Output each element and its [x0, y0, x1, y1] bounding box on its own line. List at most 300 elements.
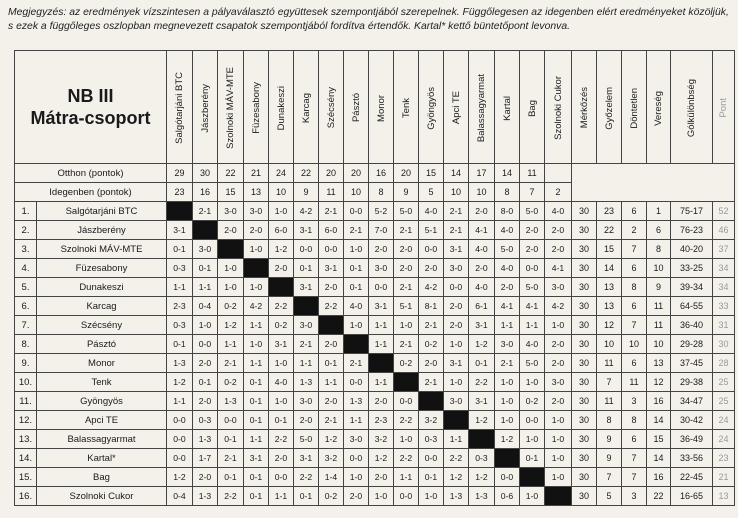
result-cell: 0-1 — [218, 430, 244, 449]
home-points-cell: 16 — [369, 164, 394, 183]
table-row — [15, 221, 735, 240]
result-cell: 2-2 — [269, 430, 294, 449]
home-points-cell: 15 — [419, 164, 444, 183]
table-row — [15, 297, 735, 316]
result-cell: 6-0 — [269, 221, 294, 240]
column-header-team — [269, 51, 294, 164]
result-cell: 1-0 — [218, 278, 244, 297]
stat-cell: 30 — [572, 411, 597, 430]
column-header-team — [495, 51, 520, 164]
result-cell: 0-0 — [369, 278, 394, 297]
stat-cell: 14 — [647, 411, 671, 430]
stat-cell: 30 — [572, 449, 597, 468]
result-cell: 4-1 — [495, 297, 520, 316]
result-cell: 0-1 — [269, 411, 294, 430]
result-cell: 3-0 — [545, 373, 572, 392]
empty-cell — [572, 164, 735, 202]
points-cell: 31 — [713, 316, 735, 335]
column-header-team — [344, 51, 369, 164]
stat-cell: 30 — [572, 335, 597, 354]
result-cell: 0-1 — [469, 354, 495, 373]
diagonal-cell — [244, 259, 269, 278]
result-cell: 0-0 — [319, 240, 344, 259]
result-cell: 3-0 — [444, 392, 469, 411]
result-cell: 2-0 — [319, 392, 344, 411]
rank-number: 16. — [15, 487, 37, 506]
stat-cell: 16-65 — [671, 487, 713, 506]
result-cell: 3-0 — [369, 259, 394, 278]
standings-table — [14, 50, 735, 506]
result-cell: 1-3 — [344, 392, 369, 411]
stat-cell: 8 — [647, 240, 671, 259]
result-cell: 2-3 — [167, 297, 193, 316]
stat-cell: 34-47 — [671, 392, 713, 411]
result-cell: 1-3 — [294, 373, 319, 392]
stat-cell: 5 — [597, 487, 622, 506]
result-cell: 1-3 — [193, 430, 218, 449]
stat-cell: 30 — [572, 373, 597, 392]
away-points-cell: 10 — [444, 183, 469, 202]
result-cell: 2-1 — [394, 335, 419, 354]
table-row — [15, 354, 735, 373]
result-cell: 4-1 — [545, 259, 572, 278]
result-cell: 2-0 — [495, 278, 520, 297]
result-cell: 1-2 — [369, 449, 394, 468]
rank-number: 14. — [15, 449, 37, 468]
stat-cell: 8 — [622, 411, 647, 430]
stat-cell: 30 — [572, 430, 597, 449]
stat-cell: 13 — [597, 278, 622, 297]
result-cell: 2-1 — [193, 202, 218, 221]
result-cell: 0-2 — [218, 373, 244, 392]
result-cell: 1-0 — [444, 373, 469, 392]
stat-cell: 12 — [597, 316, 622, 335]
result-cell: 3-0 — [193, 240, 218, 259]
table-row — [15, 411, 735, 430]
result-cell: 2-2 — [444, 449, 469, 468]
stat-cell: 33-56 — [671, 449, 713, 468]
table-row — [15, 240, 735, 259]
result-cell: 0-2 — [394, 354, 419, 373]
rank-number: 10. — [15, 373, 37, 392]
result-cell: 2-0 — [369, 240, 394, 259]
result-cell: 6-1 — [469, 297, 495, 316]
result-cell: 2-1 — [394, 278, 419, 297]
stat-cell: 40-20 — [671, 240, 713, 259]
result-cell: 0-4 — [167, 487, 193, 506]
stat-cell: 13 — [597, 297, 622, 316]
result-cell: 8-1 — [419, 297, 444, 316]
stat-cell: 10 — [647, 259, 671, 278]
result-cell: 2-0 — [545, 335, 572, 354]
result-cell: 3-1 — [167, 221, 193, 240]
result-cell: 2-0 — [419, 259, 444, 278]
result-cell: 1-0 — [495, 373, 520, 392]
stat-cell: 14 — [597, 259, 622, 278]
result-cell: 3-1 — [294, 278, 319, 297]
stat-cell: 15 — [597, 240, 622, 259]
rank-number: 11. — [15, 392, 37, 411]
result-cell: 2-0 — [394, 240, 419, 259]
result-cell: 0-0 — [269, 468, 294, 487]
result-cell: 2-2 — [394, 411, 419, 430]
result-cell: 0-0 — [520, 411, 545, 430]
team-name: Kartal* — [37, 449, 167, 468]
away-points-cell: 10 — [469, 183, 495, 202]
result-cell: 4-0 — [269, 373, 294, 392]
column-header-team — [444, 51, 469, 164]
result-cell: 0-0 — [193, 335, 218, 354]
result-cell: 0-0 — [444, 278, 469, 297]
result-cell: 0-4 — [193, 297, 218, 316]
result-cell: 1-3 — [167, 354, 193, 373]
column-header-team — [469, 51, 495, 164]
column-header-team — [520, 51, 545, 164]
stat-cell: 30 — [572, 487, 597, 506]
result-cell: 0-3 — [193, 411, 218, 430]
column-header-team — [369, 51, 394, 164]
team-name: Tenk — [37, 373, 167, 392]
result-cell: 2-2 — [218, 487, 244, 506]
result-cell: 3-0 — [294, 316, 319, 335]
table-row — [15, 468, 735, 487]
result-cell: 1-2 — [319, 430, 344, 449]
result-cell: 2-0 — [520, 221, 545, 240]
result-cell: 2-0 — [369, 392, 394, 411]
column-header-team — [218, 51, 244, 164]
rank-number: 1. — [15, 202, 37, 221]
result-cell: 3-1 — [469, 316, 495, 335]
result-cell: 0-1 — [294, 487, 319, 506]
team-name: Jászberény — [37, 221, 167, 240]
result-cell: 1-0 — [269, 392, 294, 411]
column-header-label: Monor — [375, 94, 387, 122]
result-cell: 1-0 — [545, 316, 572, 335]
team-name: Füzesabony — [37, 259, 167, 278]
result-cell: 1-0 — [394, 430, 419, 449]
stat-cell: 6 — [647, 221, 671, 240]
result-cell: 1-0 — [193, 316, 218, 335]
result-cell: 2-2 — [269, 297, 294, 316]
column-header-label: Füzesabony — [250, 82, 262, 134]
result-cell: 0-1 — [244, 392, 269, 411]
result-cell: 0-1 — [319, 354, 344, 373]
table-row — [15, 259, 735, 278]
stat-cell: 30 — [572, 259, 597, 278]
points-cell: 21 — [713, 468, 735, 487]
away-points-cell: 16 — [193, 183, 218, 202]
result-cell: 1-3 — [469, 487, 495, 506]
result-cell: 2-0 — [545, 240, 572, 259]
stat-cell: 16 — [647, 468, 671, 487]
result-cell: 0-0 — [167, 430, 193, 449]
rank-number: 8. — [15, 335, 37, 354]
column-header-stat — [597, 51, 622, 164]
result-cell: 0-0 — [394, 487, 419, 506]
result-cell: 3-2 — [369, 430, 394, 449]
result-cell: 4-2 — [419, 278, 444, 297]
result-cell: 1-3 — [218, 392, 244, 411]
points-cell: 24 — [713, 430, 735, 449]
team-name: Szolnoki Cukor — [37, 487, 167, 506]
result-cell: 2-1 — [444, 202, 469, 221]
result-cell: 2-0 — [319, 278, 344, 297]
result-cell: 4-2 — [294, 202, 319, 221]
result-cell: 2-1 — [344, 354, 369, 373]
result-cell: 2-1 — [344, 221, 369, 240]
result-cell: 1-0 — [394, 316, 419, 335]
result-cell: 0-0 — [419, 449, 444, 468]
rank-number: 4. — [15, 259, 37, 278]
team-name: Pásztó — [37, 335, 167, 354]
result-cell: 1-0 — [218, 259, 244, 278]
stat-cell: 11 — [597, 392, 622, 411]
result-cell: 1-0 — [244, 240, 269, 259]
stat-cell: 30 — [572, 297, 597, 316]
result-cell: 5-0 — [294, 430, 319, 449]
stat-cell: 10 — [597, 335, 622, 354]
stat-cell: 15 — [647, 430, 671, 449]
column-header-label: Balassagyarmat — [476, 73, 487, 143]
stat-cell: 30 — [572, 316, 597, 335]
result-cell: 2-0 — [269, 449, 294, 468]
table-row — [15, 487, 735, 506]
result-cell: 4-0 — [520, 335, 545, 354]
points-cell: 46 — [713, 221, 735, 240]
stat-cell: 30 — [572, 240, 597, 259]
stat-cell: 75-17 — [671, 202, 713, 221]
result-cell: 0-0 — [167, 411, 193, 430]
rank-number: 5. — [15, 278, 37, 297]
result-cell: 0-1 — [167, 240, 193, 259]
result-cell: 1-0 — [344, 316, 369, 335]
home-points-cell: 22 — [294, 164, 319, 183]
stat-cell: 6 — [622, 202, 647, 221]
stat-cell: 6 — [622, 297, 647, 316]
diagonal-cell — [444, 411, 469, 430]
result-cell: 0-0 — [520, 259, 545, 278]
stat-cell: 64-55 — [671, 297, 713, 316]
table-row — [15, 202, 735, 221]
result-cell: 0-1 — [344, 259, 369, 278]
result-cell: 3-0 — [294, 392, 319, 411]
result-cell: 0-3 — [419, 430, 444, 449]
team-name: Apci TE — [37, 411, 167, 430]
rank-number: 2. — [15, 221, 37, 240]
result-cell: 0-1 — [193, 259, 218, 278]
result-cell: 2-0 — [444, 297, 469, 316]
stat-cell: 76-23 — [671, 221, 713, 240]
result-cell: 2-0 — [369, 468, 394, 487]
stat-cell: 2 — [622, 221, 647, 240]
stat-cell: 16 — [647, 392, 671, 411]
stat-cell: 11 — [647, 316, 671, 335]
result-cell: 1-0 — [344, 468, 369, 487]
team-name: Gyöngyös — [37, 392, 167, 411]
result-cell: 4-2 — [244, 297, 269, 316]
diagonal-cell — [369, 354, 394, 373]
column-header-label: Karcag — [300, 92, 312, 124]
result-cell: 5-1 — [394, 297, 419, 316]
column-header-team — [294, 51, 319, 164]
stat-cell: 7 — [597, 373, 622, 392]
points-cell: 25 — [713, 373, 735, 392]
result-cell: 2-1 — [294, 335, 319, 354]
result-cell: 0-3 — [167, 316, 193, 335]
result-cell: 5-1 — [419, 221, 444, 240]
result-cell: 2-1 — [218, 449, 244, 468]
result-cell: 0-1 — [244, 487, 269, 506]
result-cell: 1-0 — [419, 487, 444, 506]
result-cell: 1-0 — [244, 335, 269, 354]
result-cell: 3-1 — [444, 354, 469, 373]
result-cell: 1-1 — [520, 316, 545, 335]
result-cell: 1-1 — [369, 335, 394, 354]
stat-cell: 30 — [572, 202, 597, 221]
away-points-cell: 13 — [244, 183, 269, 202]
away-points-cell: 8 — [495, 183, 520, 202]
stat-cell: 10 — [647, 335, 671, 354]
result-cell: 5-0 — [394, 202, 419, 221]
result-cell: 1-1 — [394, 468, 419, 487]
result-cell: 0-1 — [419, 468, 444, 487]
column-header-label: Kartal — [501, 95, 513, 121]
result-cell: 2-0 — [520, 240, 545, 259]
result-cell: 3-1 — [244, 449, 269, 468]
home-points-cell: 24 — [269, 164, 294, 183]
result-cell: 2-2 — [319, 297, 344, 316]
result-cell: 3-1 — [469, 392, 495, 411]
diagonal-cell — [193, 221, 218, 240]
result-cell: 1-0 — [545, 449, 572, 468]
diagonal-cell — [269, 278, 294, 297]
team-name: Salgótarjáni BTC — [37, 202, 167, 221]
stat-cell: 12 — [647, 373, 671, 392]
result-cell: 0-0 — [218, 411, 244, 430]
points-cell: 34 — [713, 259, 735, 278]
stat-cell: 22-45 — [671, 468, 713, 487]
result-cell: 1-1 — [244, 430, 269, 449]
result-cell: 1-0 — [269, 202, 294, 221]
column-header-label: Tenk — [400, 97, 412, 119]
stat-cell: 7 — [622, 316, 647, 335]
result-cell: 1-4 — [319, 468, 344, 487]
result-cell: 4-2 — [545, 297, 572, 316]
points-cell: 30 — [713, 335, 735, 354]
points-cell: 52 — [713, 202, 735, 221]
column-header-label: Bag — [526, 99, 538, 117]
column-header-label: Gyöngyös — [425, 86, 437, 130]
result-cell: 0-1 — [294, 259, 319, 278]
result-cell: 2-1 — [444, 221, 469, 240]
column-header-label: Salgótarjáni BTC — [174, 72, 185, 144]
column-header-team — [193, 51, 218, 164]
stat-cell: 8 — [597, 411, 622, 430]
stat-cell: 7 — [597, 468, 622, 487]
column-header-team — [167, 51, 193, 164]
away-points-cell: 10 — [344, 183, 369, 202]
stat-cell: 3 — [622, 392, 647, 411]
stat-cell: 14 — [647, 449, 671, 468]
result-cell: 4-0 — [419, 202, 444, 221]
result-cell: 2-1 — [495, 354, 520, 373]
diagonal-cell — [520, 468, 545, 487]
result-cell: 1-1 — [444, 430, 469, 449]
result-cell: 3-1 — [294, 221, 319, 240]
home-points-cell: 20 — [394, 164, 419, 183]
rank-number: 7. — [15, 316, 37, 335]
result-cell: 1-0 — [344, 240, 369, 259]
result-cell: 6-0 — [319, 221, 344, 240]
result-cell: 5-0 — [520, 278, 545, 297]
result-cell: 1-0 — [545, 430, 572, 449]
stat-cell: 23 — [597, 202, 622, 221]
stat-cell: 29-38 — [671, 373, 713, 392]
stat-cell: 30 — [572, 221, 597, 240]
result-cell: 0-0 — [344, 449, 369, 468]
team-name: Szécsény — [37, 316, 167, 335]
result-cell: 1-0 — [444, 335, 469, 354]
result-cell: 3-0 — [244, 202, 269, 221]
result-cell: 5-0 — [520, 202, 545, 221]
column-header-label: Győzelem — [603, 86, 615, 130]
stat-cell: 22 — [597, 221, 622, 240]
result-cell: 1-1 — [495, 316, 520, 335]
result-cell: 2-1 — [218, 354, 244, 373]
home-points-cell: 29 — [167, 164, 193, 183]
table-row — [15, 278, 735, 297]
result-cell: 3-2 — [419, 411, 444, 430]
result-cell: 3-0 — [344, 430, 369, 449]
rank-number: 3. — [15, 240, 37, 259]
result-cell: 2-0 — [545, 221, 572, 240]
result-cell: 2-1 — [319, 411, 344, 430]
result-cell: 2-1 — [319, 202, 344, 221]
points-cell: 24 — [713, 411, 735, 430]
result-cell: 7-0 — [369, 221, 394, 240]
column-header-team — [419, 51, 444, 164]
result-cell: 4-0 — [545, 202, 572, 221]
result-cell: 1-0 — [520, 487, 545, 506]
result-cell: 5-0 — [495, 240, 520, 259]
result-cell: 0-3 — [167, 259, 193, 278]
stat-cell: 9 — [597, 449, 622, 468]
home-points-cell: 17 — [469, 164, 495, 183]
result-cell: 2-1 — [394, 221, 419, 240]
result-cell: 1-1 — [167, 278, 193, 297]
rank-number: 9. — [15, 354, 37, 373]
result-cell: 1-0 — [545, 468, 572, 487]
result-cell: 1-0 — [520, 373, 545, 392]
result-cell: 1-7 — [193, 449, 218, 468]
result-cell: 1-0 — [495, 392, 520, 411]
result-cell: 3-1 — [444, 240, 469, 259]
team-name: Balassagyarmat — [37, 430, 167, 449]
diagonal-cell — [319, 316, 344, 335]
away-points-cell: 9 — [394, 183, 419, 202]
stat-cell: 1 — [647, 202, 671, 221]
result-cell: 3-1 — [294, 449, 319, 468]
column-header-label: Pásztó — [350, 93, 362, 123]
result-cell: 0-2 — [269, 316, 294, 335]
result-cell: 4-0 — [344, 297, 369, 316]
result-cell: 0-0 — [344, 373, 369, 392]
result-cell: 0-0 — [167, 449, 193, 468]
result-cell: 0-0 — [495, 468, 520, 487]
result-cell: 1-0 — [545, 411, 572, 430]
result-cell: 4-1 — [520, 297, 545, 316]
column-header-team — [545, 51, 572, 164]
